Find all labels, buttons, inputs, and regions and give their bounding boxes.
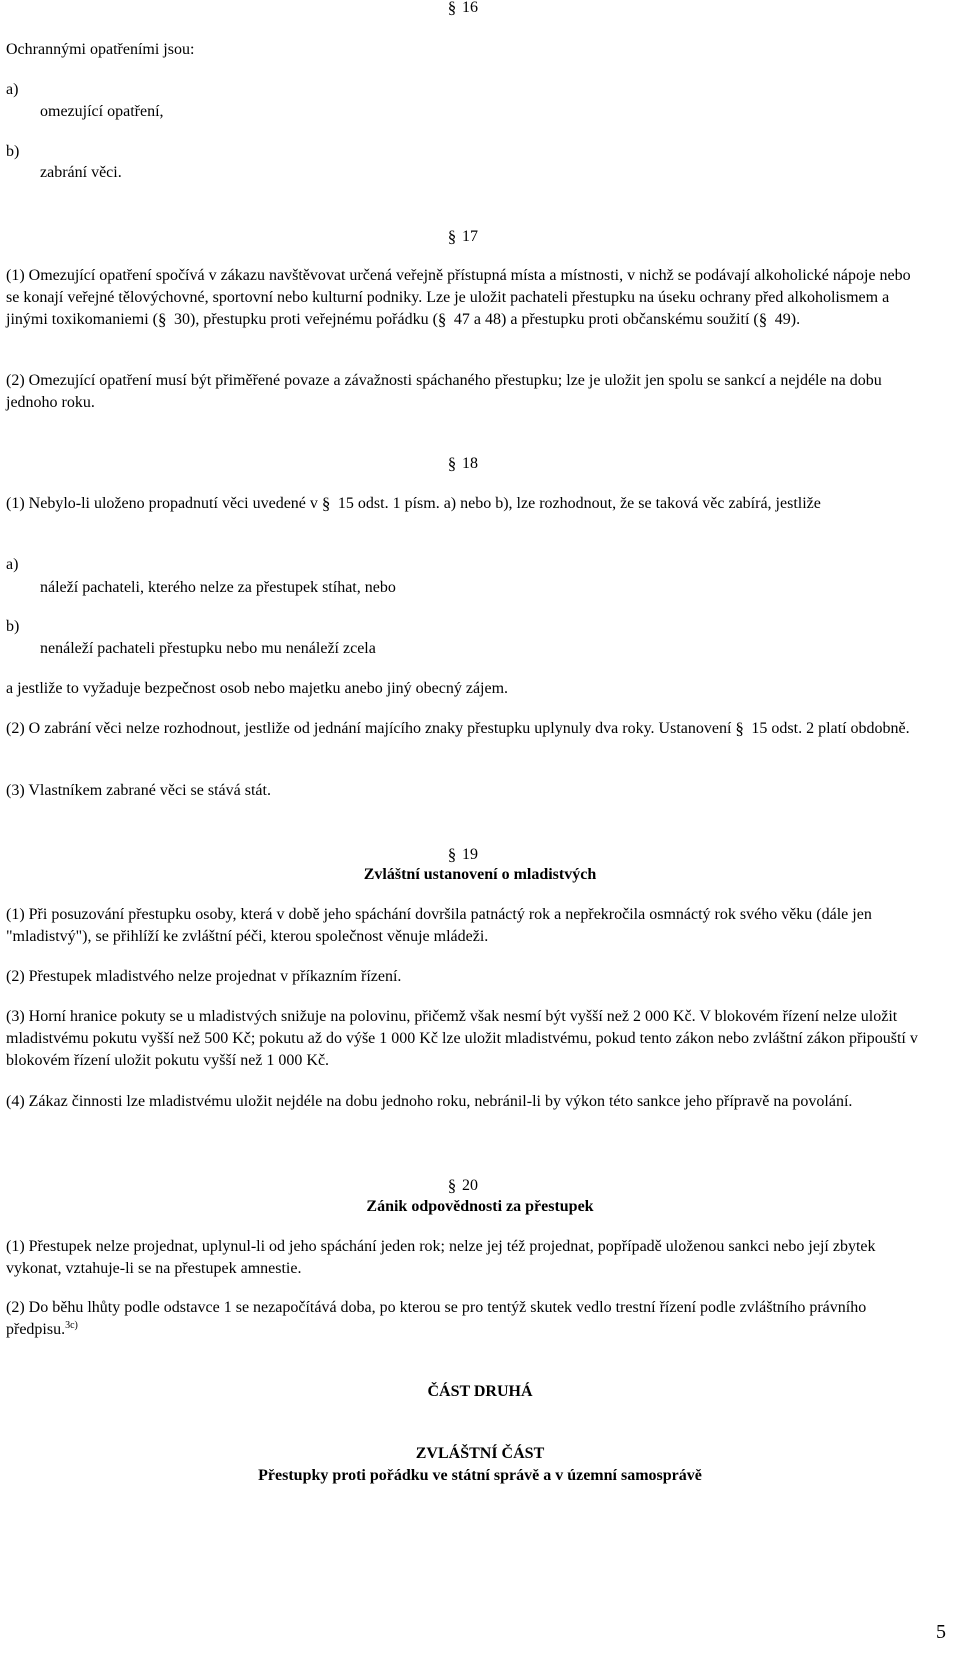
part-subtitle: ZVLÁŠTNÍ ČÁST <box>415 1445 545 1462</box>
list-item-mark: a) <box>6 556 19 573</box>
section-19-paragraph-1: (1) Při posuzování přestupku osoby, která v době jeho spáchání dovršila patnáctý rok a nepřekročila osmnáctý rok svého věku (dále jen "mladistvý"), se přihlíží ke zvláštní péči, kterou společnost věnuje mládeži. <box>6 906 872 945</box>
section-20-title: Zánik odpovědnosti za přestupek <box>366 1198 594 1215</box>
section-16-heading <box>362 0 562 19</box>
text-run: (1) Nebylo-li uloženo propadnutí věci uvedené v <box>6 495 318 512</box>
section-number: 17 <box>462 228 478 245</box>
part-heading: Přestupky proti pořádku ve státní správě a v územní samosprávě <box>258 1467 702 1484</box>
section-sign: § <box>447 454 457 473</box>
section-17-heading <box>362 226 562 248</box>
text-run: (2) Do běhu lhůty podle odstavce 1 se nezapočítává doba, po kterou se pro tentýž skutek vedlo trestní řízení podle zvláštního právního předpisu. <box>6 1299 867 1338</box>
section-sign: § <box>447 1176 457 1195</box>
page-number: 5 <box>936 1621 946 1643</box>
section-16-intro: Ochrannými opatřeními jsou: <box>6 41 195 58</box>
section-18-paragraph-3: (3) Vlastníkem zabrané věci se stává stát. <box>6 782 271 799</box>
section-sign: § <box>437 310 447 329</box>
list-item-mark: b) <box>6 618 20 635</box>
section-17-paragraph-2: (2) Omezující opatření musí být přiměřené povaze a závažnosti spáchaného přestupku; lze je uložit jen spolu se sankcí a nejdéle na dobu jednoho roku. <box>6 372 882 411</box>
section-number: 16 <box>462 0 478 16</box>
text-run: 15 odst. 1 písm. a) nebo b), lze rozhodnout, že se taková věc zabírá, jestliže <box>333 495 821 512</box>
section-number: 19 <box>462 846 478 863</box>
text-run: 15 odst. 2 platí obdobně. <box>747 720 910 737</box>
section-20-paragraph-1: (1) Přestupek nelze projednat, uplynul-li od jeho spáchání jeden rok; nelze jej též projednat, popřípadě uloženou sankci nebo její zbytek vykonat, vztahuje-li se na přestupek amnestie. <box>6 1238 876 1277</box>
section-20-heading <box>362 1175 562 1197</box>
section-17-paragraph-1 <box>6 265 918 331</box>
section-sign: § <box>447 0 457 17</box>
list-item-text: náleží pachateli, kterého nelze za přestupek stíhat, nebo <box>40 579 396 596</box>
text-run: (2) O zabrání věci nelze rozhodnout, jestliže od jednání majícího znaky přestupku uplynuly dva roky. Ustanovení <box>6 720 732 737</box>
section-20-paragraph-2 <box>6 1297 918 1341</box>
list-item-text: zabrání věci. <box>40 164 122 181</box>
part-title: ČÁST DRUHÁ <box>427 1383 533 1400</box>
section-19-paragraph-4: (4) Zákaz činnosti lze mladistvému uložit nejdéle na dobu jednoho roku, nebránil-li by výkon této sankce jeho přípravě na povolání. <box>6 1093 853 1110</box>
section-sign: § <box>758 310 768 329</box>
list-item-mark: b) <box>6 143 20 160</box>
section-18-continuation: a jestliže to vyžaduje bezpečnost osob nebo majetku anebo jiný obecný zájem. <box>6 680 509 697</box>
section-18-paragraph-2 <box>6 718 918 740</box>
section-sign: § <box>321 494 331 513</box>
section-sign: § <box>447 227 457 246</box>
list-item-mark: a) <box>6 81 19 98</box>
text-run: 49). <box>770 311 801 328</box>
section-18-paragraph-1 <box>6 493 918 515</box>
text-run: 30), přestupku proti veřejnému pořádku ( <box>169 311 438 328</box>
text-run: 47 a 48) a přestupku proti občanskému soužití ( <box>449 311 759 328</box>
footnote-reference[interactable]: 3c) <box>65 1320 78 1331</box>
list-item-text: omezující opatření, <box>40 103 164 120</box>
section-19-title: Zvláštní ustanovení o mladistvých <box>363 866 597 883</box>
section-number: 18 <box>462 455 478 472</box>
section-sign: § <box>447 845 457 864</box>
text-run: (1) Omezující opatření spočívá v zákazu navštěvovat určená veřejně přístupná místa a místnosti, v nichž se podávají alkoholické nápoje nebo se konají veřejné tělovýchovné, sportovní nebo kulturní podniky. Lze je uložit pachateli přestupku na úseku ochrany před alkoholismem a jinými toxikomaniemi ( <box>6 267 911 328</box>
section-19-heading <box>362 844 562 866</box>
section-19-paragraph-3: (3) Horní hranice pokuty se u mladistvých snižuje na polovinu, přičemž však nesmí být vyšší než 2 000 Kč. V blokovém řízení nelze uložit mladistvému pokutu vyšší než 500 Kč; pokutu až do výše 1 000 Kč lze uložit mladistvému, pokud tento zákon nebo zvláštní zákon připouští v blokovém řízení uložit pokutu vyšší než 1 000 Kč. <box>6 1008 918 1069</box>
section-19-paragraph-2: (2) Přestupek mladistvého nelze projednat v příkazním řízení. <box>6 968 402 985</box>
section-sign: § <box>735 719 744 738</box>
section-number: 20 <box>462 1177 478 1194</box>
list-item-text: nenáleží pachateli přestupku nebo mu nenáleží zcela <box>40 640 376 657</box>
section-18-heading <box>362 453 562 475</box>
section-sign: § <box>157 310 167 329</box>
